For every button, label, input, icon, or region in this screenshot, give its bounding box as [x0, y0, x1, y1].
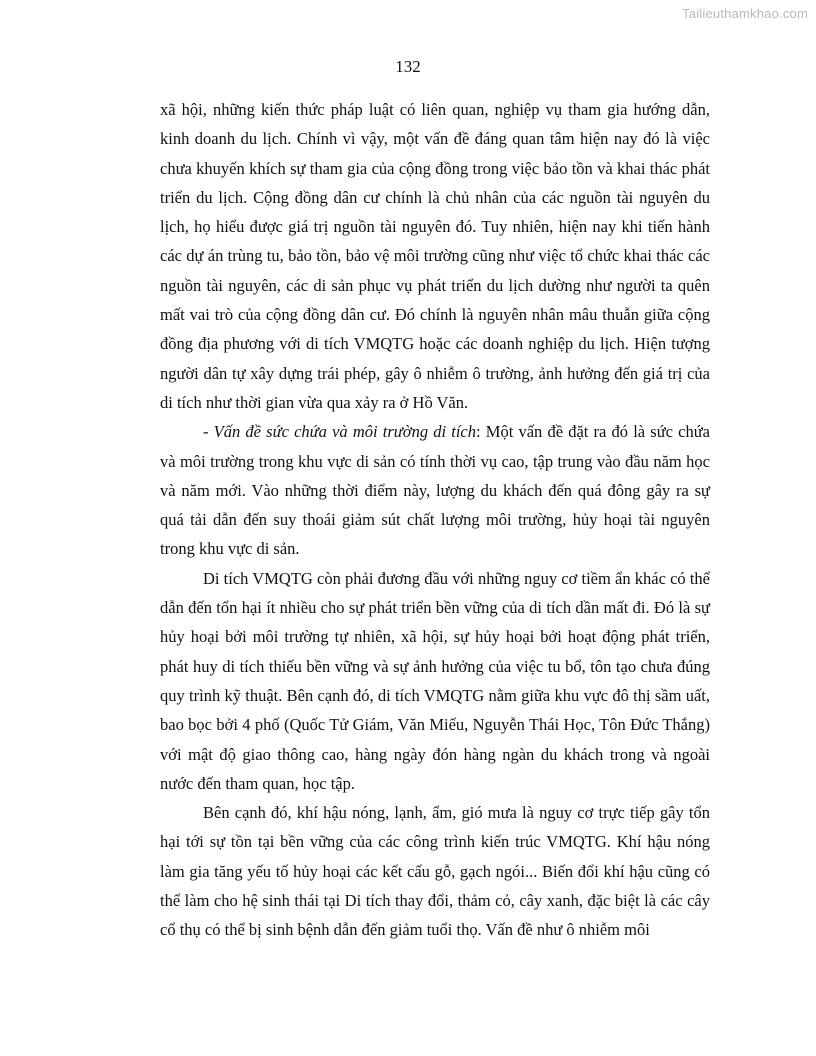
- body-text: [160, 95, 710, 945]
- paragraph-capacity-environment: [160, 417, 710, 563]
- watermark: Tailieuthamkhao.com: [682, 6, 808, 21]
- paragraph-climate-risks: Bên cạnh đó, khí hậu nóng, lạnh, ẩm, gió mưa là nguy cơ trực tiếp gây tổn hại tới sự tồn tại bền vững của các công trình kiến trúc VMQTG. Khí hậu nóng làm gia tăng yếu tố hủy hoại các kết cấu gỗ, gạch ngói... Biến đổi khí hậu cũng có thể làm cho hệ sinh thái tại Di tích thay đổi, thảm cỏ, cây xanh, đặc biệt là các cây cổ thụ có thể bị sinh bệnh dẫn đến giảm tuổi thọ. Vấn đề như ô nhiễm môi: [160, 803, 710, 940]
- paragraph-latent-risks: Di tích VMQTG còn phải đương đầu với những nguy cơ tiềm ẩn khác có thể dẫn đến tổn hại ít nhiều cho sự phát triển bền vững của di tích dần mất đi. Đó là sự hủy hoại bởi môi trường tự nhiên, xã hội, sự hủy hoại bởi hoạt động phát triển, phát huy di tích thiếu bền vững và sự ảnh hưởng của việc tu bổ, tôn tạo chưa đúng quy trình kỹ thuật. Bên cạnh đó, di tích VMQTG nằm giữa khu vực đô thị sầm uất, bao bọc bởi 4 phố (Quốc Tử Giám, Văn Miếu, Nguyễn Thái Học, Tôn Đức Thắng) với mật độ giao thông cao, hàng ngày đón hàng ngàn du khách trong và ngoài nước đến tham quan, học tập.: [160, 568, 710, 793]
- paragraph-community-participation: xã hội, những kiến thức pháp luật có liên quan, nghiệp vụ tham gia hướng dẫn, kinh doanh du lịch. Chính vì vậy, một vấn đề đáng quan tâm hiện nay đó là việc chưa khuyến khích sự tham gia của cộng đồng trong việc bảo tồn và khai thác phát triển du lịch. Cộng đồng dân cư chính là chủ nhân của các nguồn tài nguyên du lịch, họ hiểu được giá trị nguồn tài nguyên đó. Tuy nhiên, hiện nay khi tiến hành các dự án trùng tu, bảo tồn, bảo vệ môi trường cũng như việc tổ chức khai thác các nguồn tài nguyên, các di sản phục vụ phát triển du lịch dường như người ta quên mất vai trò của cộng đồng dân cư. Đó chính là nguyên nhân mâu thuẫn giữa cộng đồng địa phương với di tích VMQTG hoặc các doanh nghiệp du lịch. Hiện tượng người dân tự xây dựng trái phép, gây ô nhiễm ô trường, ảnh hưởng đến giá trị của di tích như thời gian vừa qua xảy ra ở Hồ Văn.: [160, 100, 710, 412]
- issue-heading-italic: - Vấn đề sức chứa và môi trường di tích: [203, 422, 477, 442]
- paragraph-body: : Một vấn đề đặt ra đó là sức chứa và môi trường trong khu vực di sản có tính thời vụ cao, tập trung vào đầu năm học và năm mới. Vào những thời điểm này, lượng du khách đến quá đông gây ra sự quá tải dẫn đến suy thoái giảm sút chất lượng môi trường, hủy hoại tài nguyên trong khu vực di sản.: [160, 422, 710, 559]
- page-number: 132: [395, 57, 421, 76]
